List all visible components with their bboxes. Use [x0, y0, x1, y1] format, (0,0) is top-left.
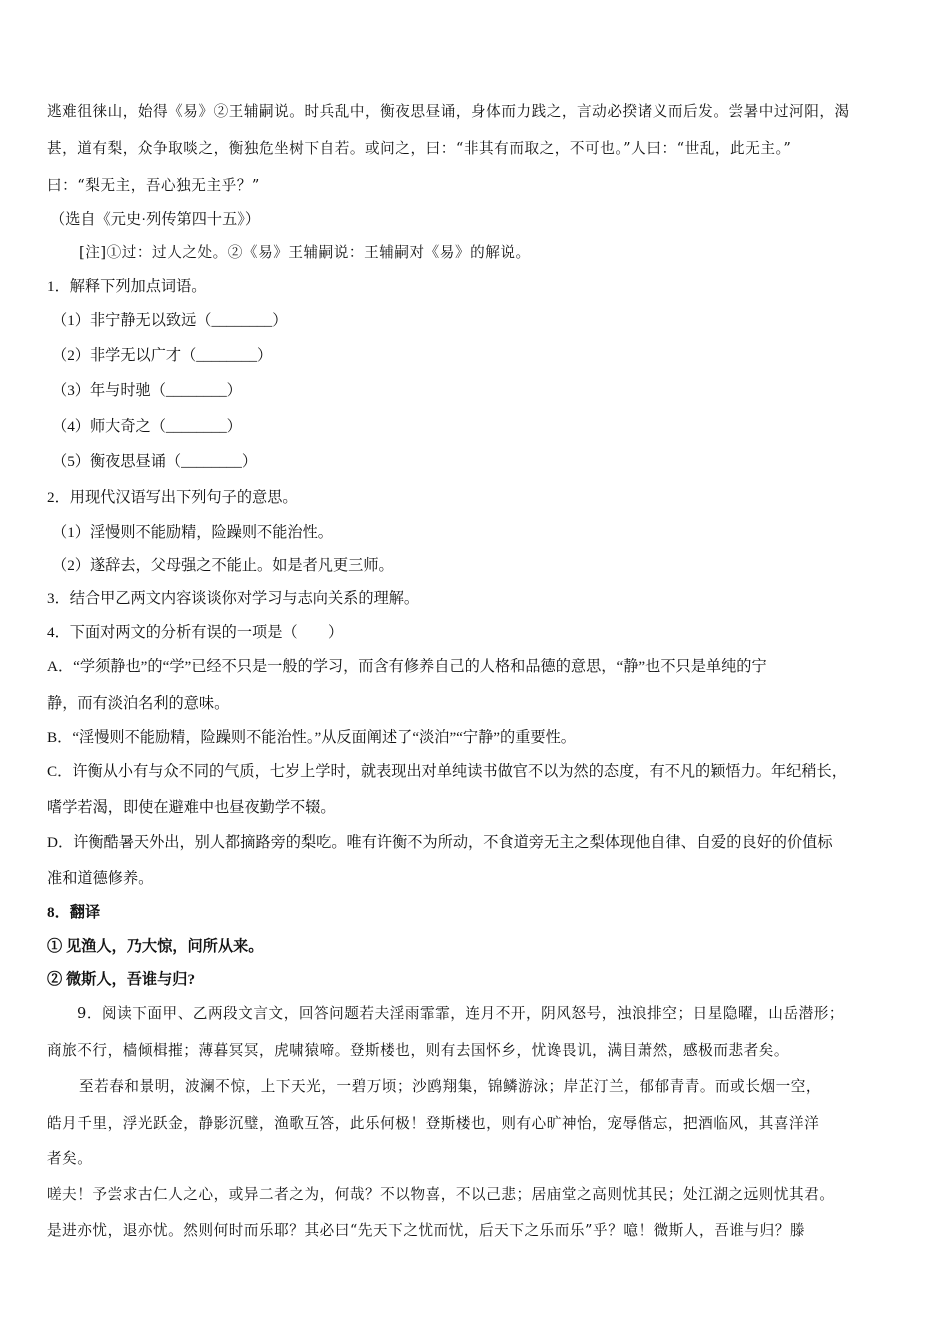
question-8-title: 8．翻译 [47, 904, 101, 921]
passage-source: （选自《元史·列传第四十五》） [50, 211, 261, 228]
question-1-item: （3）年与时驰（________） [52, 382, 242, 399]
question-8-item-1: ① 见渔人，乃大惊，问所从来。 [47, 938, 264, 955]
question-1-item: （2）非学无以广才（________） [52, 347, 273, 364]
option-d-line-2: 准和道德修养。 [47, 870, 154, 887]
question-9-line-6: 嗟夫！予尝求古仁人之心，或异二者之为，何哉？不以物喜，不以己悲；居庙堂之高则忧其民；处江湖之远则忧其君。 [47, 1186, 835, 1203]
option-b: B．“淫慢则不能励精，险躁则不能治性。”从反面阐述了“淡泊”“宁静”的重要性。 [47, 729, 576, 746]
option-c-line-1: C．许衡从小有与众不同的气质，七岁上学时，就表现出对单纯读书做官不以为然的态度，有不凡的颖悟力。年纪稍长， [47, 763, 847, 780]
option-c-line-2: 嗜学若渴，即使在避难中也昼夜勤学不辍。 [47, 799, 336, 816]
option-a-line-1: A．“学须静也”的“学”已经不只是一般的学习，而含有修养自己的人格和品德的意思，“静”也不只是单纯的宁 [47, 658, 767, 675]
question-9-line-1: 9．阅读下面甲、乙两段文言文，回答问题若夫淫雨霏霏，连月不开，阴风怒号，浊浪排空；日星隐曜，山岳潜形； [77, 1005, 845, 1022]
question-1-item: （4）师大奇之（________） [52, 418, 242, 435]
option-d-line-1: D．许衡酷暑天外出，别人都摘路旁的梨吃。唯有许衡不为所动，不食道旁无主之梨体现他自律、自爱的良好的价值标 [47, 834, 833, 851]
passage-yi-line-1: 逃难徂徕山，始得《易》②王辅嗣说。时兵乱中，衡夜思昼诵，身体而力践之，言动必揆诸义而后发。尝暑中过河阳，渴 [47, 103, 850, 120]
option-a-line-2: 静，而有淡泊名利的意味。 [47, 695, 230, 712]
question-9-line-3: 至若春和景明，波澜不惊，上下天光，一碧万顷；沙鸥翔集，锦鳞游泳；岸芷汀兰，郁郁青青。而或长烟一空， [79, 1078, 822, 1095]
question-9-line-5: 者矣。 [47, 1150, 93, 1167]
question-8-item-2: ② 微斯人，吾谁与归? [47, 971, 196, 988]
passage-note: [注]①过：过人之处。②《易》王辅嗣说：王辅嗣对《易》的解说。 [79, 244, 531, 261]
question-2-item: （2）遂辞去，父母强之不能止。如是者凡更三师。 [52, 557, 394, 574]
question-3-title: 3．结合甲乙两文内容谈谈你对学习与志向关系的理解。 [47, 590, 420, 607]
question-1-title: 1．解释下列加点词语。 [47, 278, 207, 295]
question-1-item: （1）非宁静无以致远（________） [52, 312, 288, 329]
passage-yi-line-3: 曰：“梨无主，吾心独无主乎？” [47, 177, 260, 194]
question-9-line-7: 是进亦忧，退亦忧。然则何时而乐耶？其必曰“先天下之忧而忧，后天下之乐而乐”乎？噫！微斯人，吾谁与归？滕 [47, 1222, 806, 1239]
question-1-item: （5）衡夜思昼诵（________） [52, 453, 258, 470]
question-2-title: 2．用现代汉语写出下列句子的意思。 [47, 489, 298, 506]
question-4-title: 4．下面对两文的分析有误的一项是（ ） [47, 624, 344, 641]
question-2-item: （1）淫慢则不能励精，险躁则不能治性。 [52, 524, 333, 541]
passage-yi-line-2: 甚，道有梨，众争取啖之，衡独危坐树下自若。或问之，曰：“非其有而取之，不可也。”人曰：“世乱，此无主。” [47, 140, 792, 157]
question-9-line-4: 皓月千里，浮光跃金，静影沉璧，渔歌互答，此乐何极！登斯楼也，则有心旷神怡，宠辱偕忘，把酒临风，其喜洋洋 [47, 1115, 820, 1132]
question-9-line-2: 商旅不行，樯倾楫摧；薄暮冥冥，虎啸猿啼。登斯楼也，则有去国怀乡，忧谗畏讥，满目萧然，感极而悲者矣。 [47, 1042, 790, 1059]
